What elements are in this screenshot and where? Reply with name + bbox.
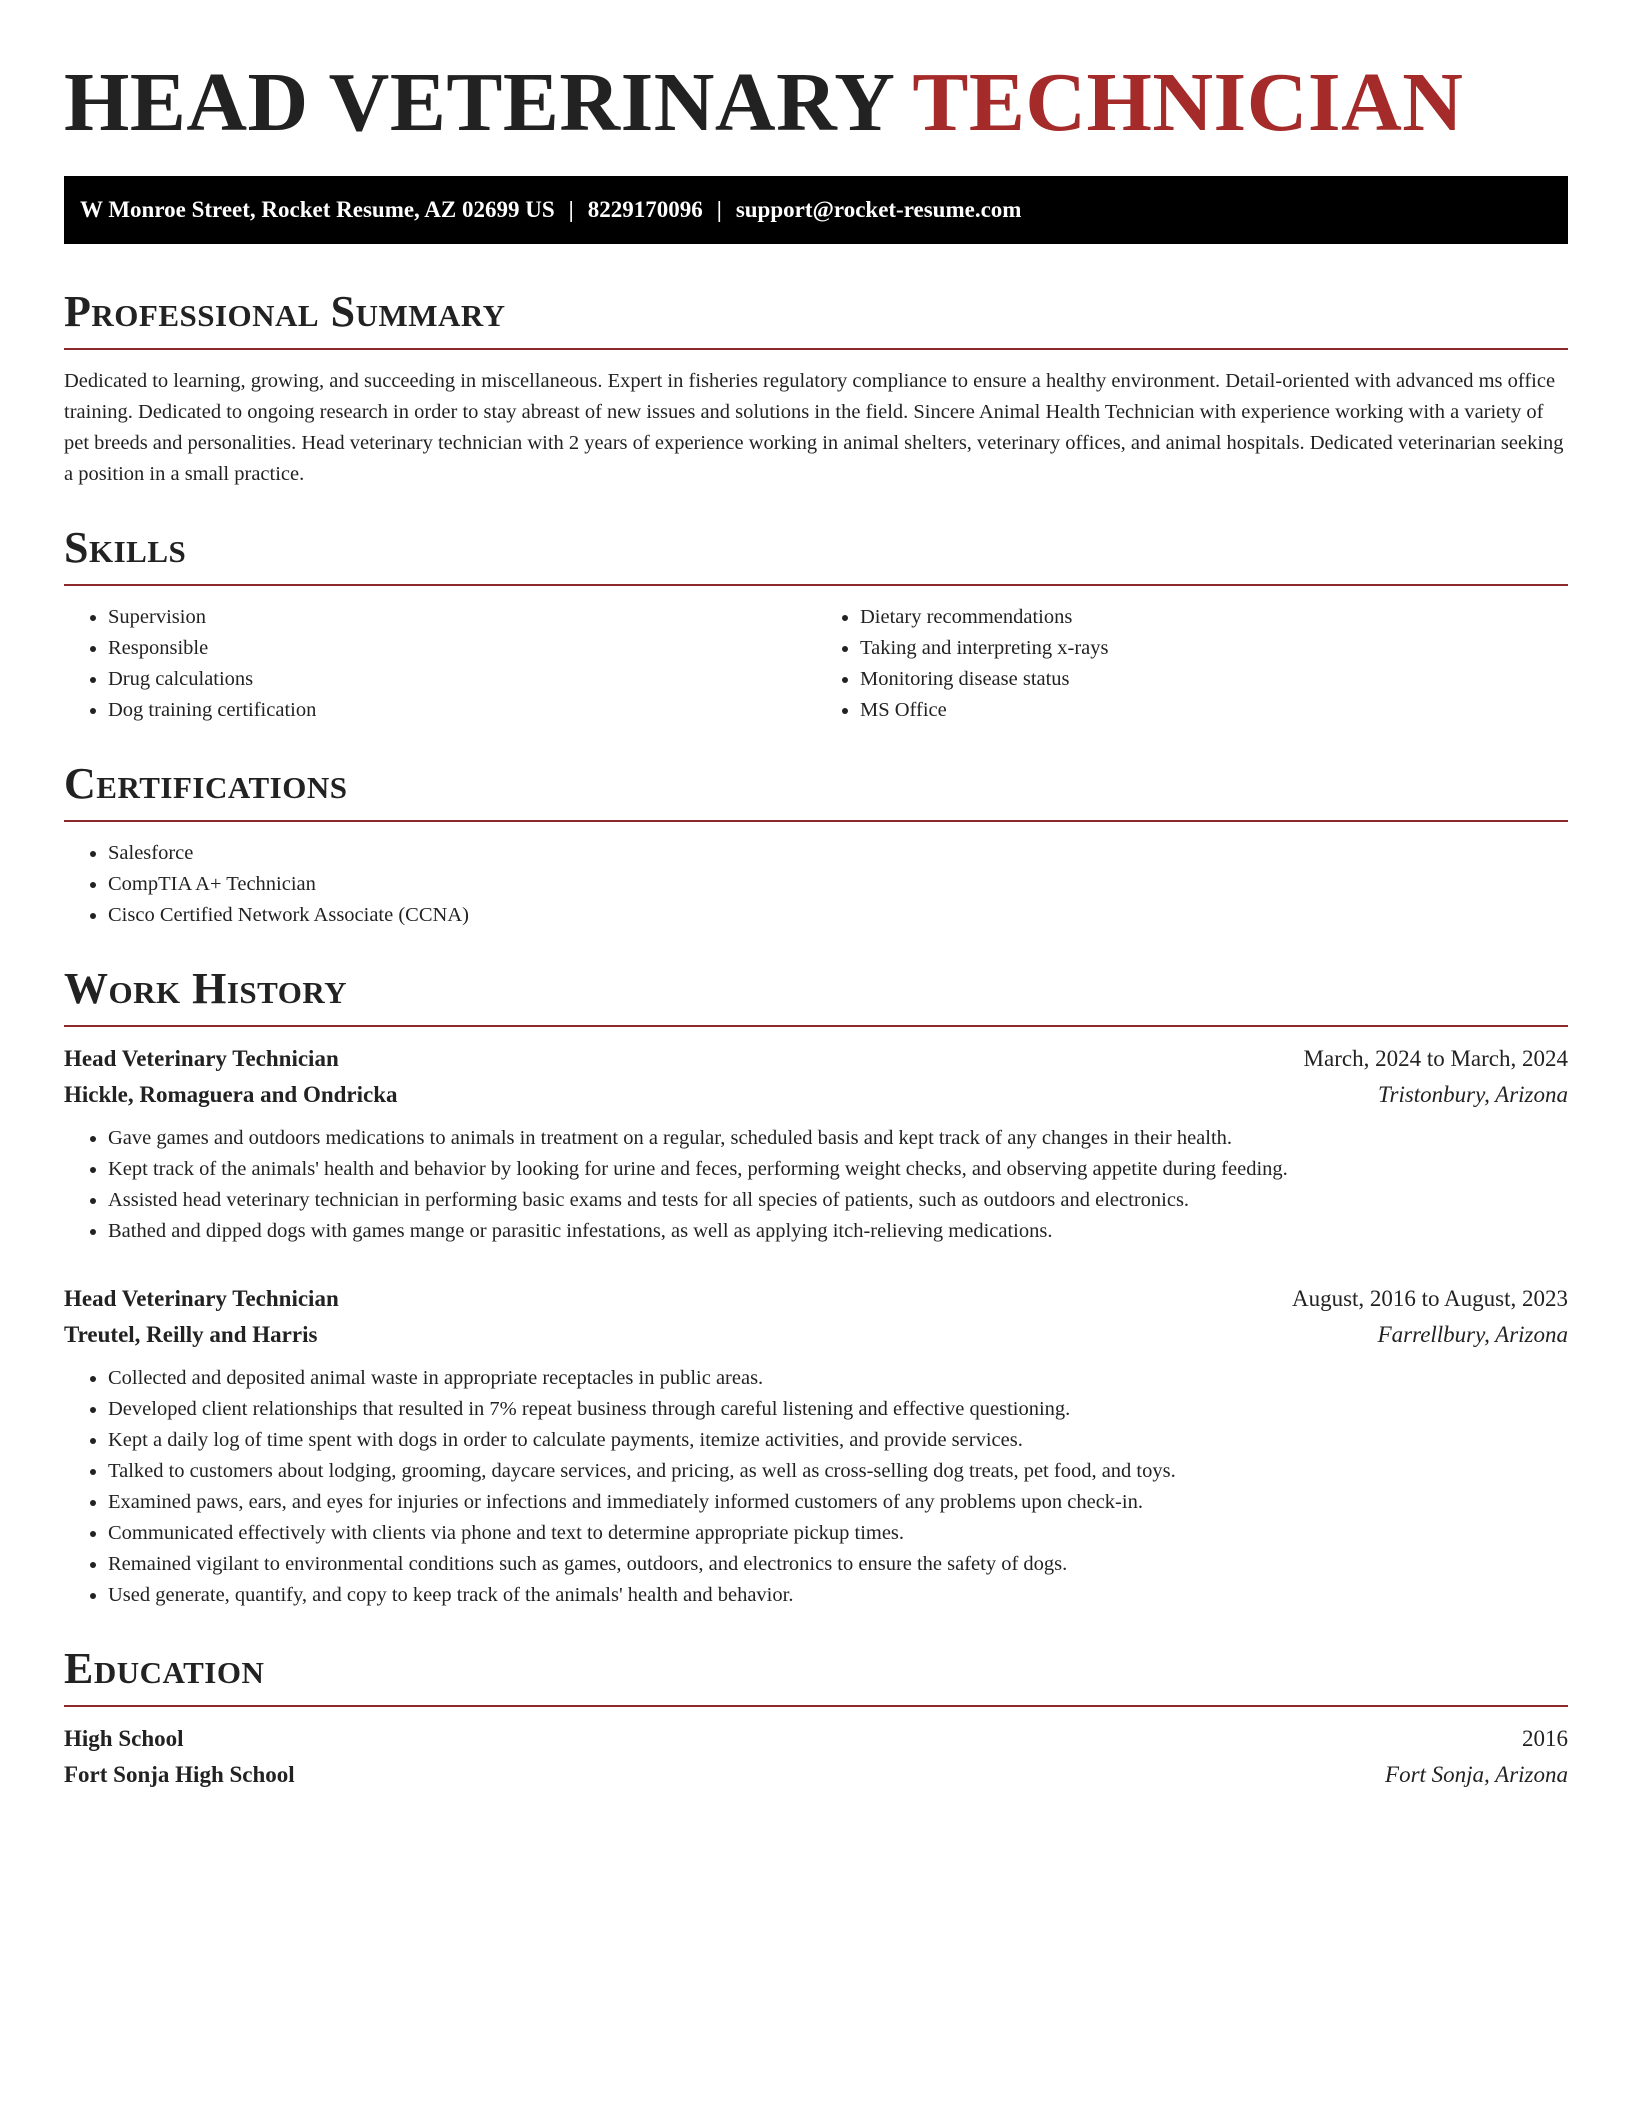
education-degree: High School [64, 1726, 184, 1751]
skills-heading: Skills [64, 522, 1568, 586]
job-company: Treutel, Reilly and Harris [64, 1322, 318, 1347]
job-duties-list [64, 1363, 1568, 1611]
job-location: Tristonbury, Arizona [1377, 1082, 1568, 1107]
contact-separator: | [716, 197, 722, 222]
job-duty: • Remained vigilant to environmental conditions such as games, outdoors, and electronics to ensure the safety of dogs. [108, 1549, 1568, 1580]
job-duty: • Examined paws, ears, and eyes for injuries or infections and immediately informed customers of any problems upon check-in. [108, 1487, 1568, 1518]
certification-item: • CompTIA A+ Technician [108, 869, 1568, 900]
skill-item: • Dog training certification [108, 695, 816, 726]
job-title: Head Veterinary Technician [64, 1286, 339, 1311]
skill-item: • Monitoring disease status [860, 664, 1568, 695]
job-duty: • Collected and deposited animal waste in appropriate receptacles in public areas. [108, 1363, 1568, 1394]
skill-item: • Drug calculations [108, 664, 816, 695]
skill-item: • Dietary recommendations [860, 602, 1568, 633]
job-duty: • Gave games and outdoors medications to animals in treatment on a regular, scheduled basis and kept track of any changes in their health. [108, 1123, 1568, 1154]
job-company-row [64, 1317, 1568, 1353]
resume-page [64, 0, 1568, 1793]
skill-item: • Taking and interpreting x-rays [860, 633, 1568, 664]
contact-separator: | [568, 197, 574, 222]
skills-list-left [64, 602, 816, 726]
job-company: Hickle, Romaguera and Ondricka [64, 1082, 398, 1107]
job-duties-list [64, 1123, 1568, 1247]
contact-bar [64, 176, 1568, 244]
job-duty: • Communicated effectively with clients via phone and text to determine appropriate pickup times. [108, 1518, 1568, 1549]
certification-item: • Salesforce [108, 838, 1568, 869]
job-title-row [64, 1041, 1568, 1077]
certification-item: • Cisco Certified Network Associate (CCNA) [108, 900, 1568, 931]
job-duty: • Bathed and dipped dogs with games mange or parasitic infestations, as well as applying itch-relieving medications. [108, 1216, 1568, 1247]
skill-item: • Responsible [108, 633, 816, 664]
job-duty: • Used generate, quantify, and copy to keep track of the animals' health and behavior. [108, 1580, 1568, 1611]
job-duty: • Talked to customers about lodging, grooming, daycare services, and pricing, as well as cross-selling dog treats, pet food, and toys. [108, 1456, 1568, 1487]
job-dates: March, 2024 to March, 2024 [1303, 1046, 1568, 1071]
skills-columns [64, 586, 1568, 726]
education-degree-row [64, 1721, 1568, 1757]
certifications-heading: Certifications [64, 758, 1568, 822]
job-duty: • Assisted head veterinary technician in performing basic exams and tests for all species of patients, such as outdoors and electronics. [108, 1185, 1568, 1216]
skill-item: • MS Office [860, 695, 1568, 726]
job-dates: August, 2016 to August, 2023 [1291, 1286, 1568, 1311]
contact-address: W Monroe Street, Rocket Resume, AZ 02699 US [80, 197, 555, 222]
education-entry [64, 1721, 1568, 1793]
education-location: Fort Sonja, Arizona [1385, 1762, 1568, 1787]
education-year: 2016 [1522, 1726, 1568, 1751]
contact-email: support@rocket-resume.com [735, 197, 1022, 222]
job-location: Farrellbury, Arizona [1377, 1322, 1568, 1347]
title-part-accent: TECHNICIAN [912, 56, 1464, 149]
skills-list-right [816, 602, 1568, 726]
job-entry [64, 1041, 1568, 1247]
job-duty: • Kept a daily log of time spent with dogs in order to calculate payments, itemize activities, and provide services. [108, 1425, 1568, 1456]
skills-column-left [64, 586, 816, 726]
education-school-row [64, 1757, 1568, 1793]
job-title: Head Veterinary Technician [64, 1046, 339, 1071]
education-school: Fort Sonja High School [64, 1762, 295, 1787]
title-part-primary: HEAD VETERINARY [64, 56, 893, 149]
job-title-row [64, 1281, 1568, 1317]
summary-heading: Professional Summary [64, 286, 1568, 350]
job-duty: • Developed client relationships that resulted in 7% repeat business through careful listening and effective questioning. [108, 1394, 1568, 1425]
skills-column-right [816, 586, 1568, 726]
summary-text: Dedicated to learning, growing, and succeeding in miscellaneous. Expert in fisheries regulatory compliance to ensure a healthy environment. Detail-oriented with advanced ms office training. Dedicated to ongoing research in order to stay abreast of new issues and solutions in the field. Sincere Animal Health Technician with experience working with a variety of pet breeds and personalities. Head veterinary technician with 2 years of experience working in animal shelters, veterinary offices, and animal hospitals. Dedicated veterinarian seeking a position in a small practice. [64, 370, 1564, 485]
job-company-row [64, 1077, 1568, 1113]
job-entry [64, 1281, 1568, 1611]
resume-title [64, 0, 1568, 156]
skill-item: • Supervision [108, 602, 816, 633]
certifications-list [64, 838, 1568, 931]
education-heading: Education [64, 1643, 1568, 1707]
work-history-heading: Work History [64, 963, 1568, 1027]
job-duty: • Kept track of the animals' health and behavior by looking for urine and feces, performing weight checks, and observing appetite during feeding. [108, 1154, 1568, 1185]
contact-phone: 8229170096 [587, 197, 703, 222]
